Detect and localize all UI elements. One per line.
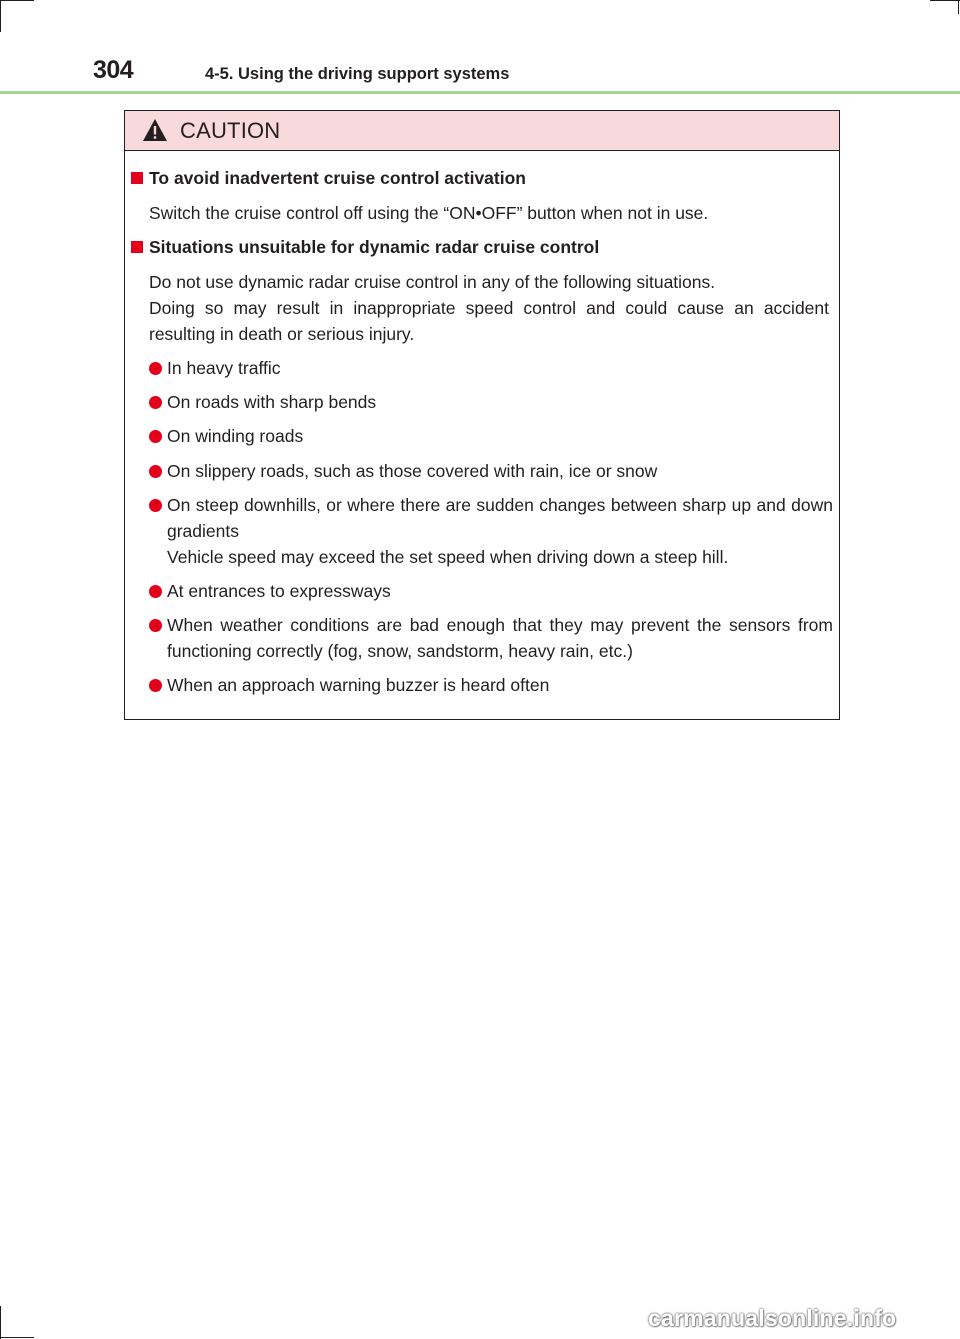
red-square-icon	[131, 241, 143, 253]
bullet-dot-icon	[149, 430, 162, 443]
bullet-note: Vehicle speed may exceed the set speed when driving down a steep hill.	[167, 547, 729, 567]
red-square-icon	[131, 172, 143, 184]
section-heading: Situations unsuitable for dynamic radar cruise control	[131, 237, 599, 258]
bullet-dot-icon	[149, 396, 162, 409]
crop-mark	[0, 0, 1, 32]
crop-mark	[930, 0, 960, 1]
crop-mark	[0, 1337, 34, 1338]
caution-header	[125, 111, 839, 151]
watermark: carmanualsonline.info	[648, 1305, 897, 1331]
section-title: 4-5. Using the driving support systems	[205, 65, 510, 83]
bullet-dot-icon	[149, 465, 162, 478]
crop-mark	[958, 0, 959, 14]
bullet-dot-icon	[149, 619, 162, 632]
section-heading: To avoid inadvertent cruise control activation	[131, 168, 526, 189]
caution-box	[124, 110, 840, 720]
crop-mark	[0, 1306, 1, 1339]
list-item: When weather conditions are bad enough that they may prevent the sensors from functioning correctly (fog, snow, sandstorm, heavy rain, etc.)	[149, 612, 833, 664]
crop-mark	[0, 0, 34, 1]
list-item: When an approach warning buzzer is heard often	[149, 672, 833, 698]
bullet-dot-icon	[149, 362, 162, 375]
page-number: 304	[93, 56, 134, 84]
list-item: On slippery roads, such as those covered with rain, ice or snow	[149, 458, 833, 484]
paragraph: Switch the cruise control off using the “ON•OFF” button when not in use.	[149, 203, 709, 223]
bullet-dot-icon	[149, 499, 162, 512]
bullet-dot-icon	[149, 679, 162, 692]
list-item: On steep downhills, or where there are sudden changes between sharp up and down gradients Vehicle speed may exceed the set speed when driving down a steep hill.	[149, 492, 833, 570]
list-item: In heavy traffic	[149, 355, 833, 381]
list-item: On roads with sharp bends	[149, 389, 833, 415]
bullet-dot-icon	[149, 585, 162, 598]
list-item: At entrances to expressways	[149, 578, 833, 604]
list-item: On winding roads	[149, 423, 833, 449]
caution-title: CAUTION	[180, 118, 281, 143]
warning-triangle-icon	[142, 118, 168, 142]
paragraph: Do not use dynamic radar cruise control in any of the following situations.	[149, 272, 716, 292]
paragraph: Doing so may result in inappropriate speed control and could cause an accident resulting in death or serious injury.	[149, 298, 829, 344]
header-divider	[0, 91, 960, 94]
